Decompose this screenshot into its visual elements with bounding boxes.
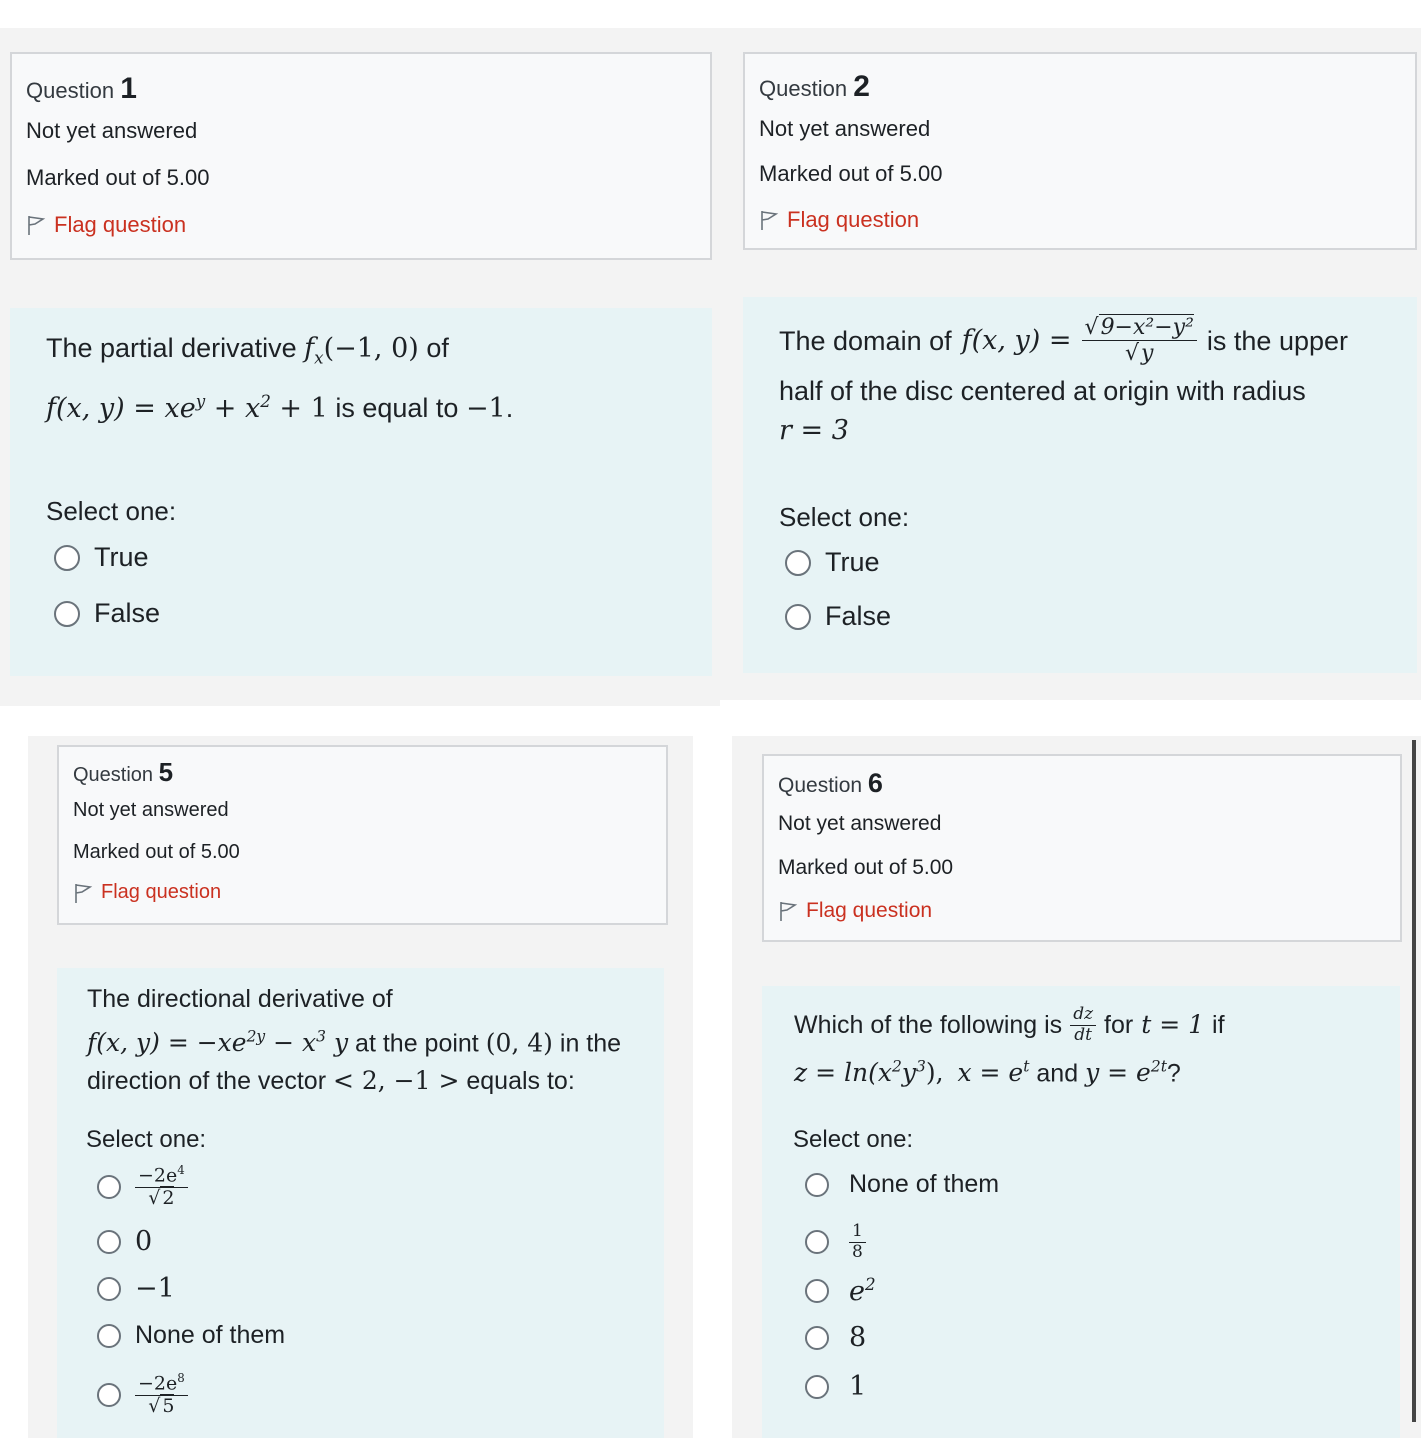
radio-button[interactable] [97,1175,121,1199]
flag-icon [26,214,46,236]
question-text: The partial derivative $f_x(-1$, 0) of f(x, $y) = xe^y + x^2 + 1$ is equal to −1. [46,333,514,425]
radio-button[interactable] [97,1324,121,1348]
flag-icon [73,882,93,904]
flag-question-link[interactable]: Flag question [778,899,932,923]
question-2-info [743,52,1417,250]
option-false[interactable]: False [54,598,160,629]
question-5-content [57,968,664,1438]
math-fraction: $\frac{\text{√9−x²−y²}}{√y}$ [1082,315,1197,367]
flag-question-link[interactable]: Flag question [73,881,221,904]
flag-icon [759,209,779,231]
question-5-info [57,745,668,925]
question-number: 5 [158,757,174,787]
math-fraction: $\frac{-2e^8}{√ 5}$ [135,1372,188,1418]
question-5-heading: Question 5 [73,757,174,787]
option-false[interactable]: False [785,601,891,632]
radio-button[interactable] [805,1279,829,1303]
question-2-heading: Question 2 [759,70,870,103]
question-1-heading: Question 1 [26,72,137,105]
radio-button[interactable] [97,1230,121,1254]
question-2-content [743,297,1417,673]
flag-icon [778,900,798,922]
math-fraction: $\frac{1}{8}$ [849,1222,866,1262]
math-fraction: $\frac{dz}{dt}$ [1070,1005,1096,1045]
radio-button[interactable] [805,1173,829,1197]
option-neg2e8-over-sqrt5[interactable] [97,1372,188,1418]
radio-button[interactable] [54,601,80,627]
select-one-label: Select one: [46,496,177,526]
radio-button[interactable] [805,1326,829,1350]
radio-button[interactable] [785,604,811,630]
question-status: Not yet answered [26,118,198,143]
option-true[interactable]: True [54,542,149,573]
question-number: 6 [867,768,883,798]
radio-button[interactable] [805,1375,829,1399]
question-mark: Marked out of 5.00 [778,856,954,879]
question-mark: Marked out of 5.00 [73,841,240,863]
question-status: Not yet answered [778,812,942,835]
option-zero[interactable]: 0 [97,1226,152,1257]
scrollbar[interactable] [1412,740,1416,1422]
flag-question-link[interactable]: Flag question [26,212,186,238]
option-e-squared[interactable]: $e^2$ [805,1274,876,1307]
flag-question-link[interactable]: Flag question [759,207,919,233]
question-mark: Marked out of 5.00 [759,161,943,186]
option-eight[interactable]: 8 [805,1322,866,1353]
question-text: The domain of f(x, y) = $\frac{\text{√9−x²−y²}}{√y}$ is the upper half of the disc centered at origin with radius r = 3 [779,315,1348,446]
radio-button[interactable] [54,545,80,571]
question-status: Not yet answered [73,799,229,821]
select-one-label: Select one: [793,1126,914,1153]
select-one-label: Select one: [86,1126,207,1153]
question-mark: Marked out of 5.00 [26,165,210,190]
question-6-content [762,986,1400,1438]
question-status: Not yet answered [759,116,931,141]
question-number: 2 [853,70,870,103]
option-neg1[interactable]: −1 [97,1273,175,1304]
option-none-of-them[interactable]: None of them [97,1321,285,1350]
question-6-info [762,754,1402,942]
question-text: Which of the following is $\frac{dz}{dt}$ for t = 1 if $z = \ln(x^2y^3)$, $x = e^t$ and $y = e^{2t}$? [794,1003,1225,1088]
math-fraction: $\frac{-2e^4}{√ 2}$ [135,1164,188,1210]
radio-button[interactable] [97,1277,121,1301]
radio-button[interactable] [785,550,811,576]
radio-button[interactable] [805,1230,829,1254]
question-number: 1 [120,72,137,105]
question-text: The directional derivative of f(x, $y) = -xe^{2y} - x^3$ y at the point (0, 4) in the direction of the vector < 2, −1 > equals to: [87,985,622,1096]
radio-button[interactable] [97,1383,121,1407]
question-1-info [10,52,712,260]
option-one-eighth[interactable] [805,1222,866,1262]
option-neg2e4-over-sqrt2[interactable] [97,1164,188,1210]
option-true[interactable]: True [785,547,880,578]
option-one[interactable]: 1 [805,1371,866,1402]
select-one-label: Select one: [779,502,910,532]
option-none-of-them[interactable]: None of them [805,1170,999,1199]
question-6-heading: Question 6 [778,768,883,798]
question-1-content [10,308,712,676]
